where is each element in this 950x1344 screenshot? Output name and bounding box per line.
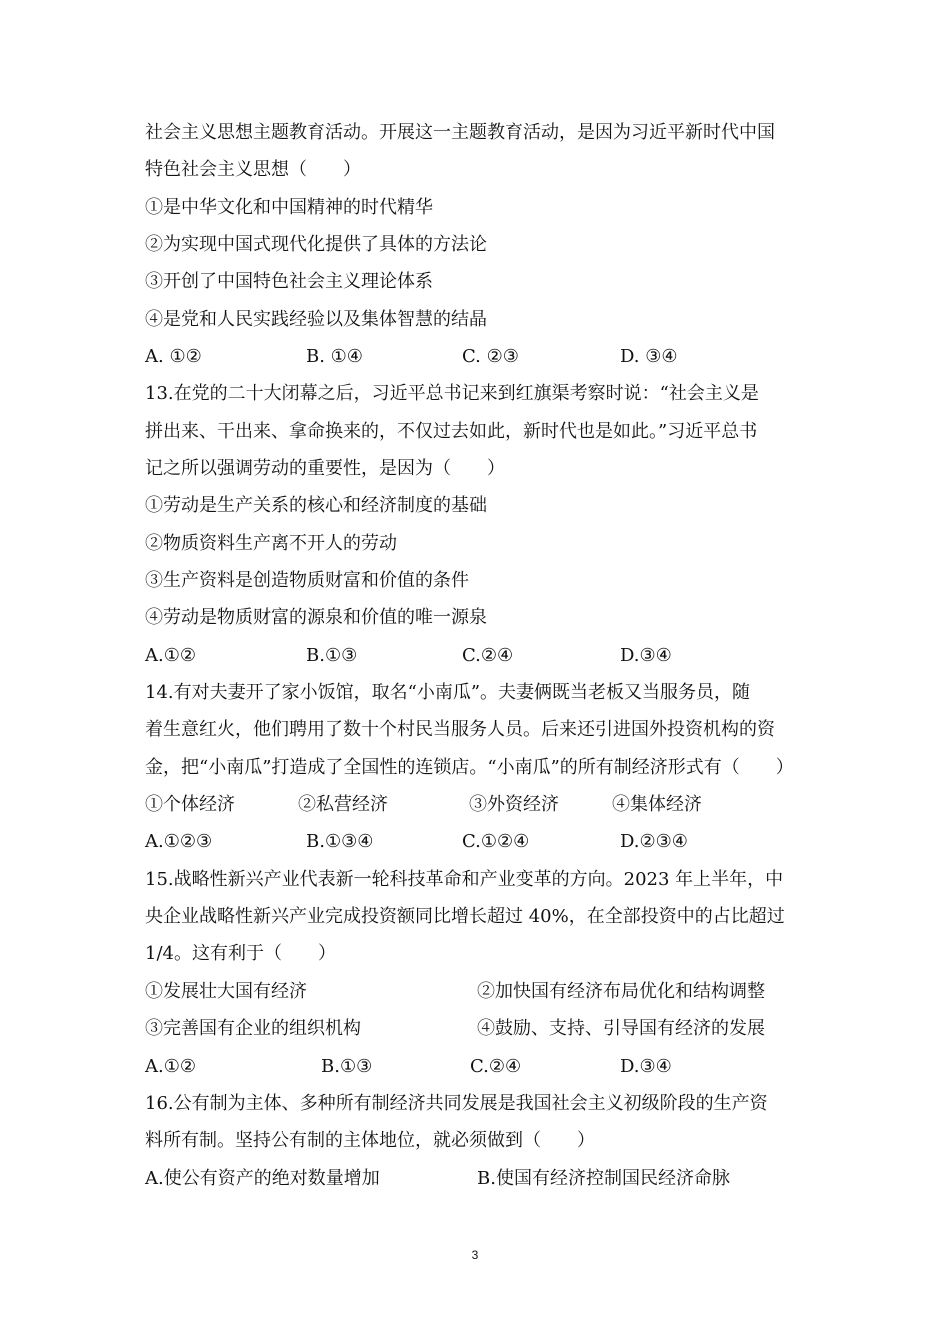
q12-item: ②为实现中国式现代化提供了具体的方法论 <box>145 234 487 255</box>
q15-item: ②加快国有经济布局优化和结构调整 <box>477 981 765 1002</box>
q13-item: ④劳动是物质财富的源泉和价值的唯一源泉 <box>145 607 487 628</box>
q15-option-a: A.①② <box>145 1056 196 1077</box>
q13-item: ①劳动是生产关系的核心和经济制度的基础 <box>145 495 487 516</box>
q13-stem-line: 拼出来、干出来、拿命换来的，不仅过去如此，新时代也是如此。”习近平总书 <box>145 421 758 442</box>
q14-option-b: B.①③④ <box>306 831 374 852</box>
q13-option-a: A.①② <box>145 645 196 666</box>
q14-item: ①个体经济 <box>145 794 235 815</box>
q12-option-b: B. ①④ <box>306 346 363 367</box>
q12-stem-line: 特色社会主义思想（ ） <box>145 159 361 180</box>
q13-option-b: B.①③ <box>306 645 358 666</box>
q14-option-d: D.②③④ <box>620 831 688 852</box>
q14-option-c: C.①②④ <box>462 831 530 852</box>
q12-item: ④是党和人民实践经验以及集体智慧的结晶 <box>145 309 487 330</box>
q15-stem-line: 1/4。这有利于（ ） <box>145 943 336 964</box>
q15-item: ④鼓励、支持、引导国有经济的发展 <box>477 1018 765 1039</box>
page-number: 3 <box>471 1248 479 1262</box>
q15-option-b: B.①③ <box>321 1056 373 1077</box>
q14-item: ④集体经济 <box>612 794 702 815</box>
q13-option-d: D.③④ <box>620 645 672 666</box>
q12-stem-line: 社会主义思想主题教育活动。开展这一主题教育活动，是因为习近平新时代中国 <box>145 122 775 143</box>
q14-stem-line: 金，把“小南瓜”打造成了全国性的连锁店。“小南瓜”的所有制经济形式有（ ） <box>145 757 794 778</box>
q14-item: ②私营经济 <box>298 794 388 815</box>
q12-item: ③开创了中国特色社会主义理论体系 <box>145 271 433 292</box>
q13-stem-line: 记之所以强调劳动的重要性，是因为（ ） <box>145 458 505 479</box>
q13-item: ②物质资料生产离不开人的劳动 <box>145 533 397 554</box>
q13-item: ③生产资料是创造物质财富和价值的条件 <box>145 570 469 591</box>
q12-item: ①是中华文化和中国精神的时代精华 <box>145 197 433 218</box>
q12-option-a: A. ①② <box>145 346 202 367</box>
q14-stem-line: 着生意红火，他们聘用了数十个村民当服务人员。后来还引进国外投资机构的资 <box>145 719 775 740</box>
q13-option-c: C.②④ <box>462 645 514 666</box>
q15-item: ①发展壮大国有经济 <box>145 981 307 1002</box>
q16-option-a: A.使公有资产的绝对数量增加 <box>145 1168 380 1189</box>
q15-option-c: C.②④ <box>470 1056 522 1077</box>
q12-option-c: C. ②③ <box>462 346 519 367</box>
q16-stem-line: 16.公有制为主体、多种所有制经济共同发展是我国社会主义初级阶段的生产资 <box>145 1093 768 1114</box>
q15-option-d: D.③④ <box>620 1056 672 1077</box>
q14-item: ③外资经济 <box>469 794 559 815</box>
q15-stem-line: 央企业战略性新兴产业完成投资额同比增长超过 40%，在全部投资中的占比超过 <box>145 906 785 927</box>
q16-option-b: B.使国有经济控制国民经济命脉 <box>477 1168 730 1189</box>
q13-stem-line: 13.在党的二十大闭幕之后，习近平总书记来到红旗渠考察时说：“社会主义是 <box>145 383 759 404</box>
q15-stem-line: 15.战略性新兴产业代表新一轮科技革命和产业变革的方向。2023 年上半年，中 <box>145 869 784 890</box>
q12-option-d: D. ③④ <box>620 346 678 367</box>
q15-item: ③完善国有企业的组织机构 <box>145 1018 361 1039</box>
q16-stem-line: 料所有制。坚持公有制的主体地位，就必须做到（ ） <box>145 1130 595 1151</box>
q14-stem-line: 14.有对夫妻开了家小饭馆，取名“小南瓜”。夫妻俩既当老板又当服务员，随 <box>145 682 751 703</box>
q14-option-a: A.①②③ <box>145 831 213 852</box>
